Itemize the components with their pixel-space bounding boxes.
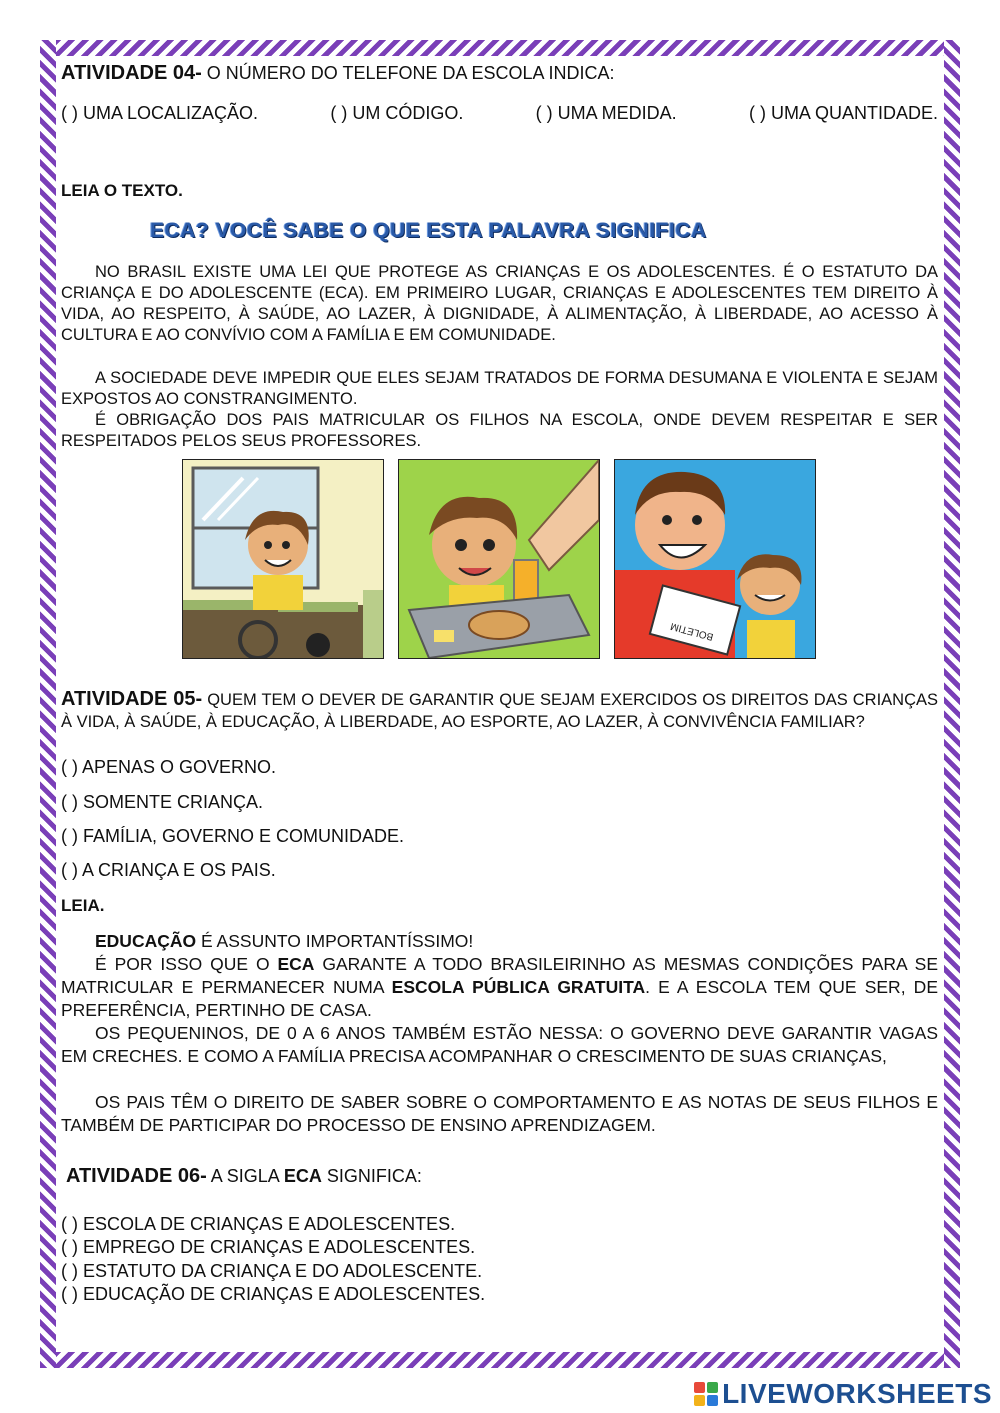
text2-bold-educacao: EDUCAÇÃO bbox=[95, 931, 197, 951]
activity-06-question bbox=[66, 1165, 943, 1188]
text2-paragraph-2 bbox=[61, 953, 938, 1022]
activity-06-text-c: SIGNIFICA: bbox=[321, 1166, 422, 1186]
activity-05-option[interactable]: ( ) A CRIANÇA E OS PAIS. bbox=[61, 860, 276, 880]
text2-p1-rest: É ASSUNTO IMPORTANTÍSSIMO! bbox=[196, 931, 474, 951]
activity-06-option[interactable]: ( ) ESCOLA DE CRIANÇAS E ADOLESCENTES. bbox=[61, 1214, 456, 1234]
illustration-classroom bbox=[182, 459, 384, 659]
activity-05-text: QUEM TEM O DEVER DE GARANTIR QUE SEJAM EXERCIDOS OS DIREITOS DAS CRIANÇAS À VIDA, À SAÚDE, À EDUCAÇÃO, À LIBERDADE, AO ESPORTE, AO LAZER, À CONVIVÊNCIA FAMILIAR? bbox=[61, 691, 938, 731]
text2-paragraph-1 bbox=[61, 930, 938, 953]
liveworksheets-watermark bbox=[694, 1378, 992, 1410]
activity-05-option[interactable]: ( ) SOMENTE CRIANÇA. bbox=[61, 792, 264, 812]
text2-p2-escola: ESCOLA PÚBLICA GRATUITA bbox=[391, 977, 646, 997]
activity-04-option[interactable]: ( ) UMA MEDIDA. bbox=[535, 103, 677, 123]
activity-06-option[interactable]: ( ) EMPREGO DE CRIANÇAS E ADOLESCENTES. bbox=[61, 1237, 476, 1257]
liveworksheets-text: LIVEWORKSHEETS bbox=[722, 1378, 992, 1409]
activity-06-text-a: A SIGLA bbox=[206, 1166, 284, 1186]
activity-05-option[interactable]: ( ) FAMÍLIA, GOVERNO E COMUNIDADE. bbox=[61, 826, 405, 846]
text2-p2-eca: ECA bbox=[277, 954, 315, 974]
leia-label: LEIA. bbox=[61, 896, 105, 915]
activity-06-option[interactable]: ( ) EDUCAÇÃO DE CRIANÇAS E ADOLESCENTES. bbox=[61, 1284, 486, 1304]
liveworksheets-logo-icon bbox=[694, 1382, 718, 1406]
text1-paragraph-2: A SOCIEDADE DEVE IMPEDIR QUE ELES SEJAM TRATADOS DE FORMA DESUMANA E VIOLENTA E SEJAM EXPOSTOS AO CONSTRANGIMENTO. bbox=[61, 369, 938, 408]
activity-05-heading: ATIVIDADE 05- bbox=[61, 688, 203, 710]
text1-paragraph-1: NO BRASIL EXISTE UMA LEI QUE PROTEGE AS CRIANÇAS E OS ADOLESCENTES. É O ESTATUTO DA CRIANÇA E DO ADOLESCENTE (ECA). EM PRIMEIRO LUGAR, CRIANÇAS E ADOLESCENTES TEM DIREITO À VIDA, AO RESPEITO, À SAÚDE, AO LAZER, À DIGNIDADE, À ALIMENTAÇÃO, À LIBERDADE, AO ACESSO À CULTURA E AO CONVÍVIO COM A FAMÍLIA E EM COMUNIDADE. bbox=[61, 263, 938, 344]
border-bottom bbox=[40, 1352, 960, 1368]
text2-paragraph-4: OS PAIS TÊM O DIREITO DE SABER SOBRE O COMPORTAMENTO E AS NOTAS DE SEUS FILHOS E TAMBÉM DE PARTICIPAR DO PROCESSO DE ENSINO APRENDIZAGEM. bbox=[61, 1092, 938, 1135]
activity-04-options bbox=[61, 103, 938, 124]
activity-06-heading: ATIVIDADE 06- bbox=[66, 1165, 207, 1187]
text2-p2-a: É POR ISSO QUE O bbox=[95, 954, 278, 974]
activity-04-heading: ATIVIDADE 04- bbox=[61, 62, 202, 84]
activity-06-eca: ECA bbox=[283, 1166, 322, 1186]
text1-paragraph-3: É OBRIGAÇÃO DOS PAIS MATRICULAR OS FILHOS NA ESCOLA, ONDE DEVEM RESPEITAR E SER RESPEITADOS PELOS SEUS PROFESSORES. bbox=[61, 411, 938, 450]
border-top bbox=[40, 40, 960, 56]
activity-05-option[interactable]: ( ) APENAS O GOVERNO. bbox=[61, 757, 277, 777]
activity-04-option[interactable]: ( ) UMA LOCALIZAÇÃO. bbox=[61, 103, 259, 123]
text2-paragraph-3: OS PEQUENINOS, DE 0 A 6 ANOS TAMBÉM ESTÃO NESSA: O GOVERNO DEVE GARANTIR VAGAS EM CRECHES. E COMO A FAMÍLIA PRECISA ACOMPANHAR O CRESCIMENTO DE SUAS CRIANÇAS, bbox=[61, 1023, 938, 1066]
activity-04-question bbox=[61, 62, 938, 85]
text2-p2-e: . E A ESCOLA TEM QUE SER, DE PREFERÊNCIA, PERTINHO DE CASA. bbox=[61, 977, 938, 1020]
activity-06-option[interactable]: ( ) ESTATUTO DA CRIANÇA E DO ADOLESCENTE. bbox=[61, 1261, 483, 1281]
leia-o-texto-label: LEIA O TEXTO. bbox=[61, 181, 183, 200]
illustration-school-lunch bbox=[398, 459, 600, 659]
report-card-label: BOLETIM bbox=[669, 620, 715, 643]
border-right bbox=[944, 40, 960, 1368]
illustration-father-report-card bbox=[614, 459, 816, 659]
activity-04-option[interactable]: ( ) UMA QUANTIDADE. bbox=[748, 103, 938, 123]
text2-p2-c: GARANTE A TODO BRASILEIRINHO AS MESMAS CONDIÇÕES PARA SE MATRICULAR E PERMANECER NUMA bbox=[61, 954, 938, 997]
eca-title: ECA? VOCÊ SABE O QUE ESTA PALAVRA SIGNIFICA bbox=[150, 219, 707, 242]
activity-04-option[interactable]: ( ) UM CÓDIGO. bbox=[330, 103, 464, 123]
border-left bbox=[40, 40, 56, 1368]
activity-05-question bbox=[61, 688, 938, 733]
activity-04-text: O NÚMERO DO TELEFONE DA ESCOLA INDICA: bbox=[201, 63, 615, 83]
